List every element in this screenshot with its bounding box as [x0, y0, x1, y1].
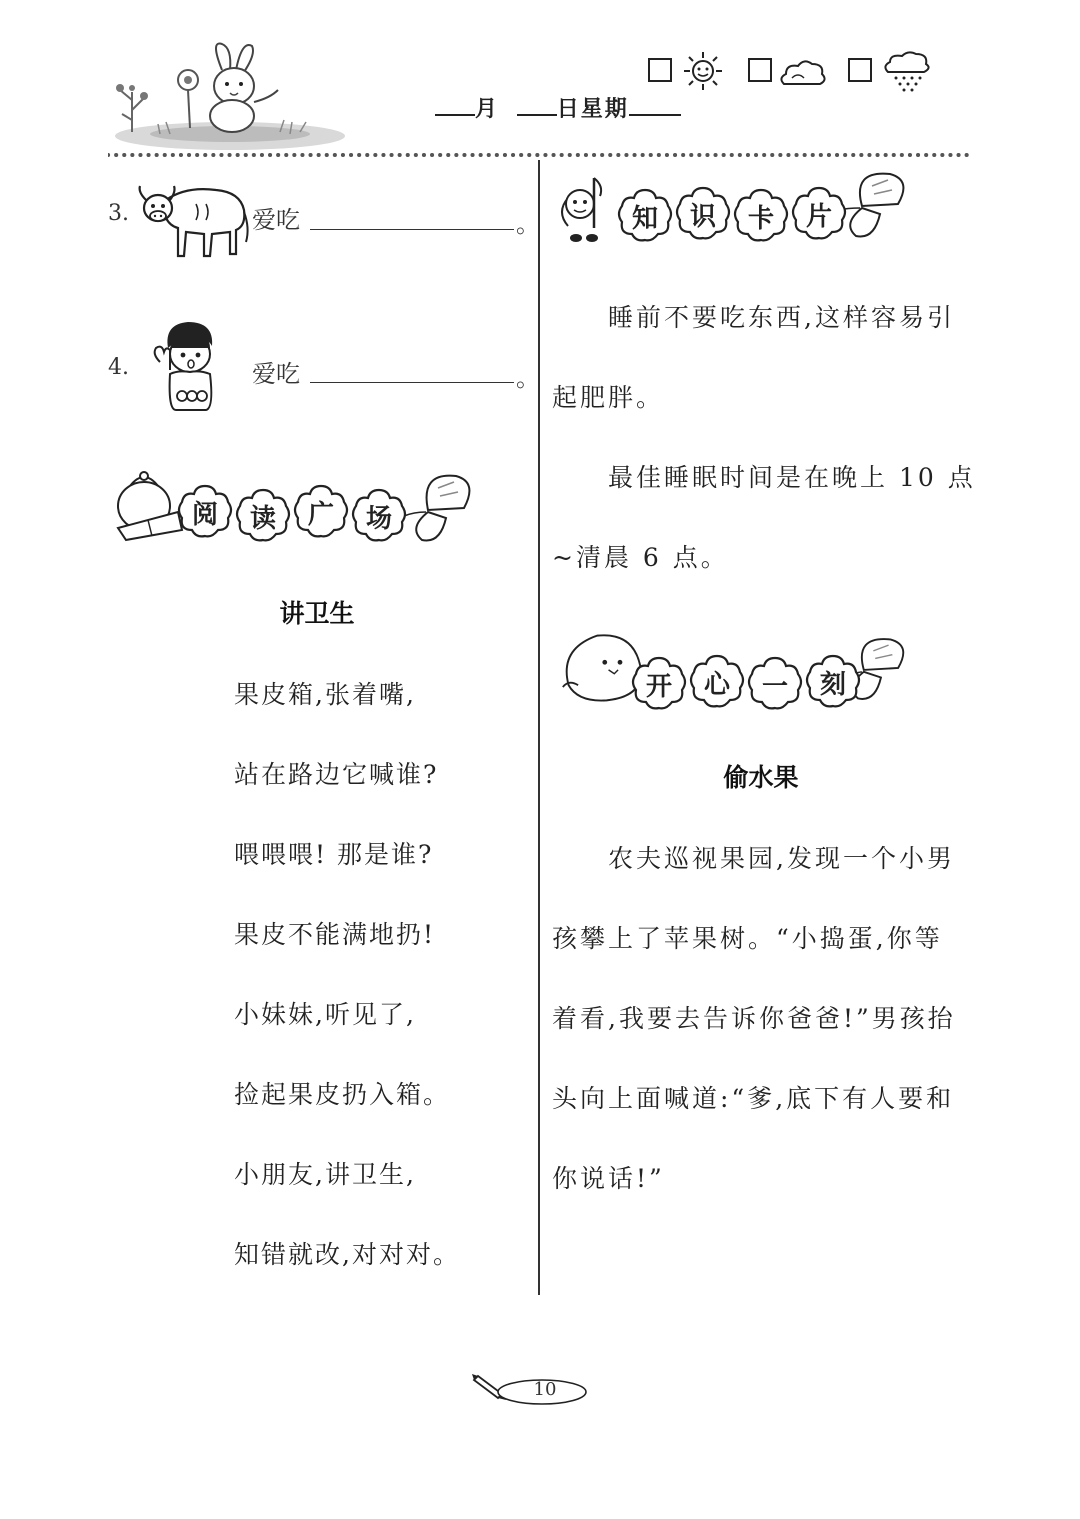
knowledge-line: 起肥胖。 [552, 383, 665, 412]
poem-line: 喂喂喂! 那是谁? [234, 840, 434, 869]
banner-flower [674, 184, 732, 242]
column-divider [538, 160, 540, 1295]
poem-line: 小朋友,讲卫生, [234, 1160, 416, 1189]
question-label: 爱吃 [252, 206, 300, 234]
banner-char: 开 [645, 672, 672, 702]
banner-flower [790, 184, 848, 242]
knowledge-line: ~清晨 6 点。 [552, 543, 729, 572]
joke-line: 头向上面喊道:“爹,底下有人要和 [552, 1084, 955, 1113]
banner-char: 心 [703, 670, 730, 700]
day-weekday-label: 日星期 [556, 96, 629, 122]
cloudy-checkbox[interactable] [748, 58, 772, 82]
banner-char: 卡 [747, 204, 774, 234]
joke-line: 农夫巡视果园,发现一个小男 [608, 844, 955, 873]
banner-char: 刻 [819, 670, 846, 700]
banner-char: 知 [631, 204, 658, 234]
joke-line: 你说话!” [552, 1164, 665, 1193]
banner-flower [688, 652, 746, 710]
banner-flower [630, 654, 688, 712]
banner-flower [292, 482, 350, 540]
header-divider [108, 151, 972, 159]
poem-title: 讲卫生 [279, 599, 355, 628]
question-end: 。 [516, 364, 540, 392]
banner-char: 识 [689, 202, 716, 232]
page-number: 10 [533, 1379, 557, 1400]
knowledge-line: 最佳睡眠时间是在晚上 10 点 [608, 463, 976, 492]
rain-icon [882, 50, 932, 92]
joke-line: 着看,我要去告诉你爸爸!”男孩抬 [552, 1004, 956, 1033]
question-number: 3. [108, 201, 129, 226]
banner-char: 一 [761, 672, 788, 702]
month-blank[interactable] [435, 94, 475, 116]
question-number: 4. [108, 355, 129, 380]
joke-line: 孩攀上了苹果树。“小捣蛋,你等 [552, 924, 943, 953]
question-end: 。 [516, 210, 540, 238]
banner-char: 片 [805, 202, 832, 232]
answer-blank[interactable] [310, 229, 514, 230]
banner-flower [350, 486, 408, 544]
banner-flower [176, 482, 234, 540]
banner-char: 读 [249, 504, 276, 534]
question-label: 爱吃 [252, 360, 300, 388]
banner-flower [616, 186, 674, 244]
poem-line: 果皮不能满地扔! [234, 920, 436, 949]
poem-line: 站在路边它喊谁? [234, 760, 439, 789]
banner-flower [732, 186, 790, 244]
poem-line: 捡起果皮扔入箱。 [234, 1080, 451, 1109]
rainy-checkbox[interactable] [848, 58, 872, 82]
joke-title: 偷水果 [723, 763, 799, 792]
cloud-icon [778, 56, 828, 90]
day-blank[interactable] [517, 94, 557, 116]
weekday-blank[interactable] [629, 94, 681, 116]
poem-line: 知错就改,对对对。 [234, 1240, 460, 1269]
banner-char: 阅 [191, 500, 218, 530]
knowledge-line: 睡前不要吃东西,这样容易引 [608, 303, 955, 332]
banner-flower [804, 652, 862, 710]
banner-flower [746, 654, 804, 712]
banner-char: 广 [307, 500, 334, 530]
music-note-character-icon [562, 178, 601, 242]
rabbit-illustration [110, 40, 350, 152]
poem-line: 小妹妹,听见了, [234, 1000, 416, 1029]
boy-icon [148, 318, 228, 414]
month-label: 月 [475, 96, 500, 122]
sun-icon [682, 50, 724, 92]
sunny-checkbox[interactable] [648, 58, 672, 82]
banner-flower [234, 486, 292, 544]
answer-blank[interactable] [310, 382, 514, 383]
reading-character-icon [118, 472, 182, 540]
date-line [435, 92, 681, 123]
poem-line: 果皮箱,张着嘴, [234, 680, 416, 709]
banner-char: 场 [365, 504, 392, 534]
ox-icon [136, 178, 252, 260]
